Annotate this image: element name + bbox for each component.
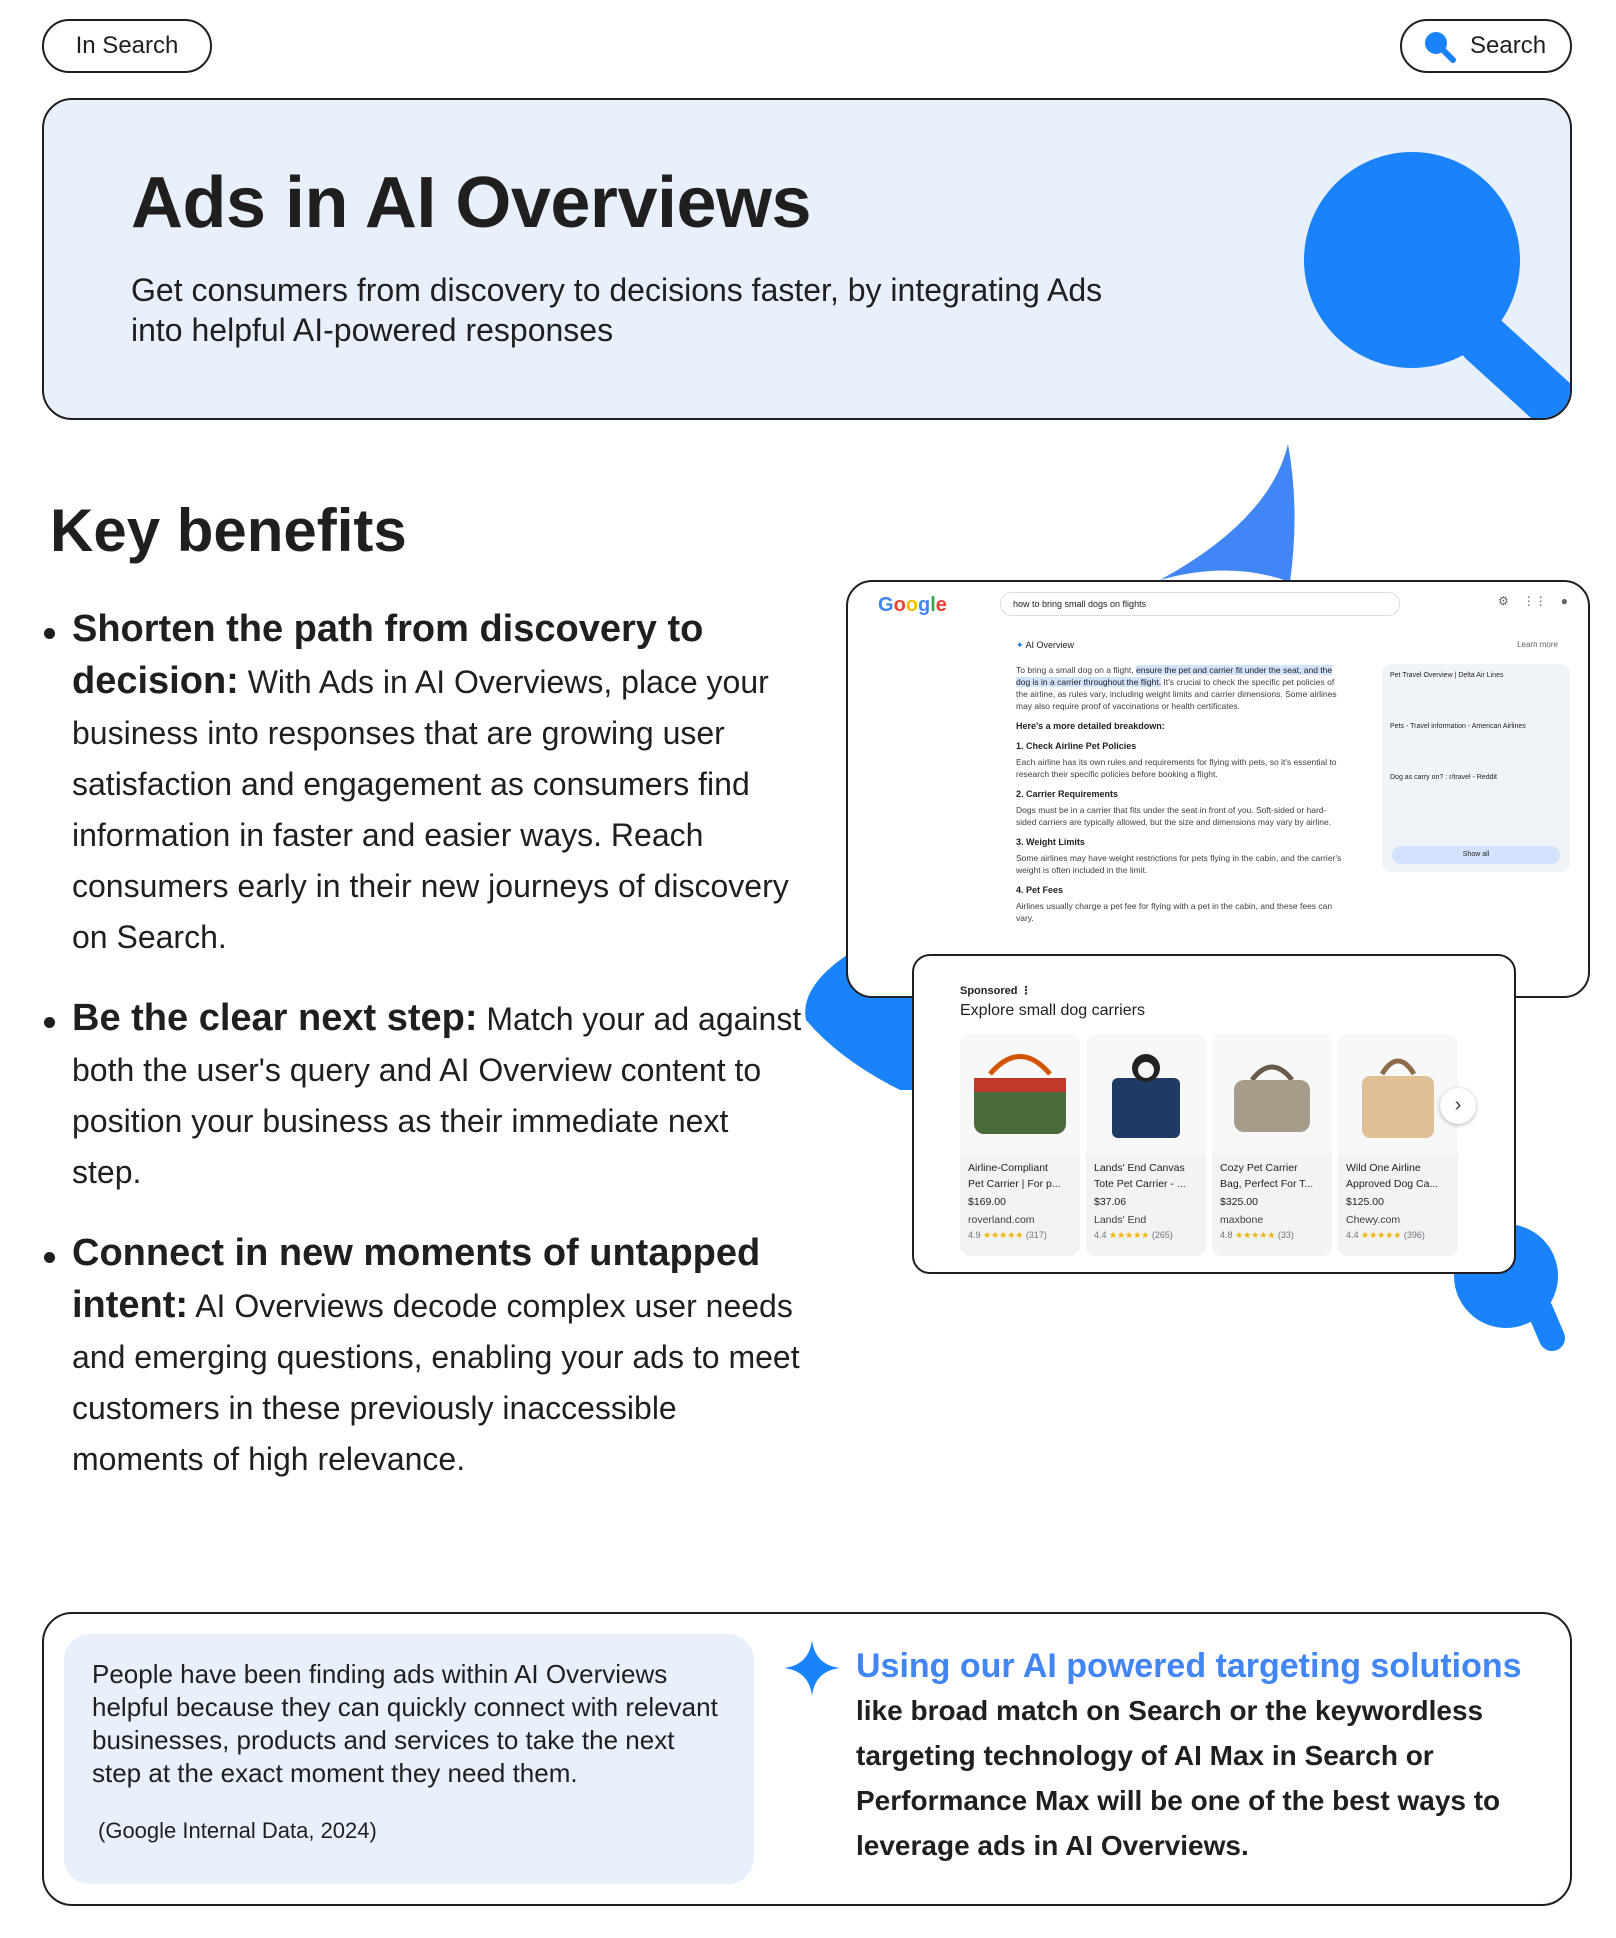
- product-name: Approved Dog Ca...: [1346, 1178, 1439, 1190]
- benefit-head: Be the clear next step:: [72, 997, 478, 1039]
- product-store: roverland.com: [968, 1214, 1035, 1226]
- sponsored-card: [912, 954, 1516, 1274]
- benefit-head: Connect in new moments of untapped intent:: [72, 1232, 761, 1326]
- benefit-item: [42, 1228, 802, 1485]
- section-text: Dogs must be in a carrier that fits under the seat in front of you. Soft-sided or hard-sided carriers are typically allowed, but the size and dimensions may vary by airline.: [1016, 805, 1332, 827]
- quote-citation: (Google Internal Data, 2024): [98, 1818, 377, 1843]
- product-store: Lands' End: [1094, 1214, 1147, 1226]
- search-label: Search: [1470, 32, 1547, 59]
- product-card[interactable]: [960, 1034, 1080, 1256]
- section-title: 4. Pet Fees: [1016, 885, 1064, 895]
- product-store: Chewy.com: [1346, 1214, 1401, 1226]
- intro-highlight: ensure the pet and carrier fit under the seat, and the dog is in a carrier throughout the flight.: [1016, 665, 1333, 687]
- learn-more-link[interactable]: Learn more: [1517, 640, 1558, 649]
- product-name: Lands' End Canvas: [1094, 1162, 1185, 1174]
- product-price: $37.06: [1094, 1196, 1127, 1208]
- ai-overview-label: AI Overview: [1025, 640, 1075, 650]
- product-image: [960, 1034, 1080, 1154]
- product-card[interactable]: [1338, 1034, 1458, 1256]
- product-name: Wild One Airline: [1346, 1162, 1421, 1174]
- product-name: Bag, Perfect For T...: [1220, 1178, 1314, 1190]
- ai-overview-body: [1016, 664, 1346, 924]
- hero-banner: [42, 98, 1572, 420]
- intro-rest: It's crucial to check the specific pet policies of the airline, as rules vary, including weight limits and carrier dimensions. Some airlines may also require proof of vaccinations or health certificates.: [1016, 677, 1337, 711]
- targeting-body: like broad match on Search or the keywordless targeting technology of AI Max in Search or Performance Max will be one of the best ways to leverage ads in AI Overviews.: [856, 1695, 1501, 1861]
- sparkle-small-icon: ✦: [1016, 640, 1026, 650]
- product-rating: 4.9 ★★★★★ (317): [968, 1230, 1047, 1240]
- product-price: $325.00: [1220, 1196, 1258, 1208]
- quote-panel: [64, 1634, 754, 1884]
- source-item[interactable]: Pet Travel Overview | Delta Air Lines: [1390, 672, 1504, 679]
- product-name: Airline-Compliant: [968, 1162, 1048, 1174]
- product-name: Pet Carrier | For p...: [968, 1178, 1061, 1190]
- google-header-icons: [1498, 594, 1568, 608]
- page-subtitle: Get consumers from discovery to decisions faster, by integrating Ads into helpful AI-powered responses: [131, 272, 1103, 348]
- targeting-heading: Using our AI powered targeting solutions: [856, 1647, 1522, 1685]
- avatar[interactable]: ●: [1560, 594, 1568, 608]
- product-rating: 4.4 ★★★★★ (396): [1346, 1230, 1425, 1240]
- product-name: Cozy Pet Carrier: [1220, 1162, 1298, 1174]
- search-icon: [1422, 29, 1456, 63]
- product-image: [1338, 1034, 1458, 1154]
- search-results-screenshot: [846, 580, 1590, 998]
- product-card[interactable]: [1212, 1034, 1332, 1256]
- section-title: 3. Weight Limits: [1016, 837, 1085, 847]
- source-item[interactable]: Pets - Travel information - American Airlines: [1390, 723, 1526, 730]
- product-image: [1086, 1034, 1206, 1154]
- benefit-head: Shorten the path from discovery to decision:: [72, 608, 704, 702]
- section-text: Some airlines may have weight restrictions for pets flying in the cabin, and the carrier's weight is often included in the limit.: [1016, 853, 1342, 875]
- chevron-right-icon[interactable]: ›: [1440, 1088, 1476, 1124]
- benefit-body: With Ads in AI Overviews, place your business into responses that are growing user satisfaction and engagement as consumers find information in faster and easier ways. Reach consumers early in their new journeys of discovery on Search.: [72, 664, 789, 955]
- ai-overview-header: [1016, 640, 1074, 651]
- breakdown-title: Here's a more detailed breakdown:: [1016, 721, 1165, 731]
- sponsored-title: Explore small dog carriers: [960, 1002, 1145, 1019]
- section-title: 2. Carrier Requirements: [1016, 789, 1119, 799]
- product-card[interactable]: [1086, 1034, 1206, 1256]
- intro-text: To bring a small dog on a flight,: [1016, 665, 1137, 675]
- benefit-item: [42, 993, 802, 1198]
- sparkle-icon: [784, 1640, 840, 1696]
- product-rating: 4.4 ★★★★★ (265): [1094, 1230, 1173, 1240]
- product-image: [1212, 1034, 1332, 1154]
- product-rating: 4.8 ★★★★★ (33): [1220, 1230, 1294, 1240]
- product-price: $169.00: [968, 1196, 1006, 1208]
- in-search-tag: [42, 19, 212, 73]
- benefit-body: Match your ad against both the user's query and AI Overview content to position your business as their immediate next step.: [72, 1001, 802, 1190]
- benefit-body: AI Overviews decode complex user needs and emerging questions, enabling your ads to meet customers in these previously inaccessible moments of high relevance.: [72, 1288, 800, 1477]
- section-text: Each airline has its own rules and requirements for flying with pets, so it's essential to research their specific policies before booking a flight.: [1016, 757, 1337, 779]
- key-benefits-title: Key benefits: [50, 497, 407, 564]
- section-title: 1. Check Airline Pet Policies: [1016, 741, 1137, 751]
- targeting-text: [856, 1644, 1546, 1868]
- product-carousel: [960, 1034, 1458, 1256]
- google-search-input[interactable]: how to bring small dogs on flights: [1000, 592, 1400, 616]
- google-header: [848, 582, 1588, 626]
- show-all-button[interactable]: Show all: [1392, 846, 1560, 864]
- blue-drop-shape: [1160, 444, 1295, 582]
- in-search-label: In Search: [75, 32, 179, 59]
- benefit-item: [42, 604, 802, 963]
- sponsored-label: Sponsored ⋮: [960, 985, 1032, 997]
- page-title: Ads in AI Overviews: [131, 163, 812, 243]
- apps-icon[interactable]: ⋮⋮: [1522, 594, 1547, 608]
- product-name: Tote Pet Carrier - ...: [1094, 1178, 1186, 1190]
- source-item[interactable]: Dog as carry on? : r/travel - Reddit: [1390, 774, 1497, 781]
- info-box: [42, 1612, 1572, 1906]
- quote-text: People have been finding ads within AI Overviews helpful because they can quickly connect with relevant businesses, products and services to take the next step at the exact moment they need them.: [92, 1659, 718, 1788]
- sources-panel: [1382, 664, 1570, 872]
- product-price: $125.00: [1346, 1196, 1384, 1208]
- section-text: Airlines usually charge a pet fee for flying with a pet in the cabin, and these fees can vary.: [1016, 901, 1333, 923]
- search-button[interactable]: [1400, 19, 1572, 73]
- benefits-list: [42, 604, 802, 1515]
- gear-icon[interactable]: ⚙: [1497, 594, 1509, 608]
- product-store: maxbone: [1220, 1214, 1264, 1226]
- google-logo: Google: [878, 594, 947, 616]
- magnifier-icon: [1284, 150, 1572, 420]
